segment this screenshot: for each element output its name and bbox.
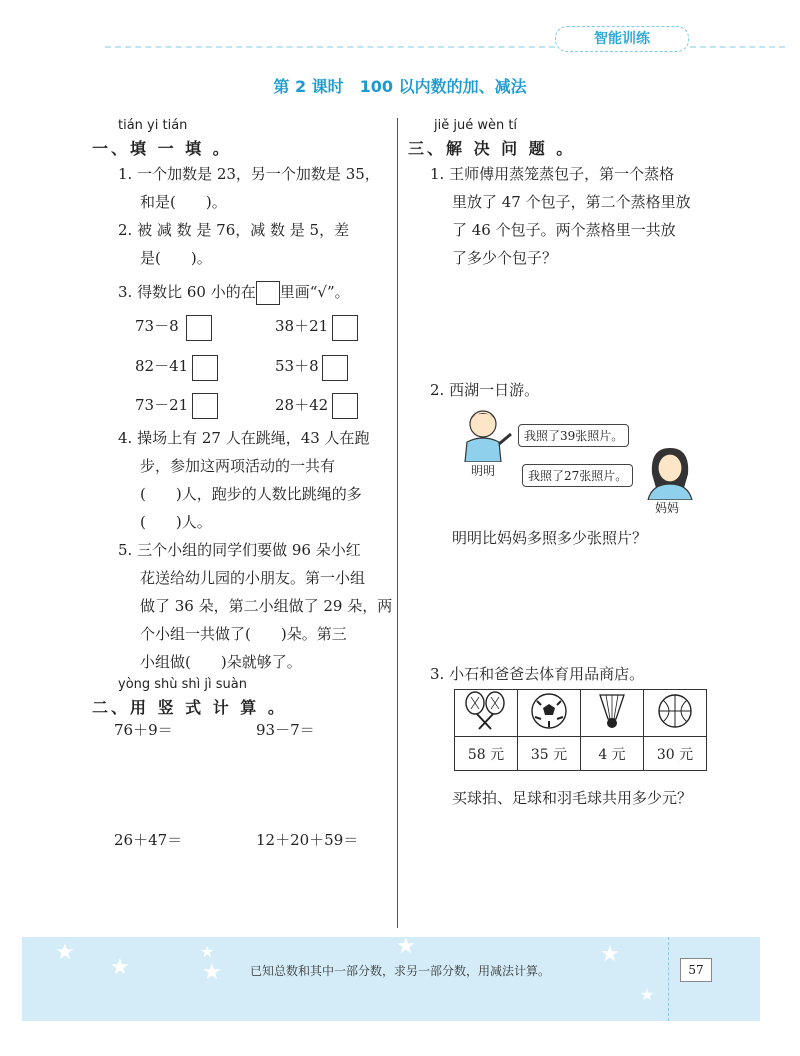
calc-3: 26＋47＝: [114, 831, 183, 849]
page-title: 第 2 课时 100 以内数的加、减法: [273, 77, 527, 96]
expr-1: 73－8: [135, 317, 179, 335]
section2-pinyin: yòng shù shì jì suàn: [118, 677, 247, 692]
star-icon: ★: [200, 942, 215, 961]
price-cell: 4 元: [581, 737, 644, 771]
column-divider: [397, 118, 398, 928]
star-icon: ★: [110, 955, 130, 980]
expr-2: 38＋21: [275, 317, 329, 335]
q4-line3: ( )人，跑步的人数比跳绳的多: [140, 485, 362, 503]
speech-bubble-2: 我照了27张照片。: [522, 464, 633, 487]
q5-line2: 花送给幼儿园的小朋友。第一小组: [140, 569, 366, 587]
p1-line2: 里放了 47 个包子，第二个蒸格里放: [452, 193, 691, 211]
answer-box[interactable]: [192, 355, 218, 381]
q4-line4: ( )人。: [140, 513, 212, 531]
p1-line4: 了多少个包子？: [452, 249, 558, 267]
item-football: [518, 690, 581, 737]
item-basketball: [644, 690, 707, 737]
answer-box[interactable]: [332, 393, 358, 419]
q3-before: 3. 得数比 60 小的在: [118, 283, 256, 301]
answer-box[interactable]: [256, 281, 280, 305]
header-divider-right: [690, 46, 785, 48]
expr-6: 28＋42: [275, 396, 329, 414]
footer-band: [22, 937, 760, 1021]
p3-title: 3. 小石和爸爸去体育用品商店。: [430, 665, 645, 683]
answer-box[interactable]: [192, 393, 218, 419]
item-rackets: [455, 690, 518, 737]
football-icon: [529, 691, 569, 731]
section1-pinyin: tián yi tián: [118, 118, 188, 133]
calc-1: 76＋9＝: [114, 721, 173, 739]
answer-box[interactable]: [186, 315, 212, 341]
q4-line1: 4. 操场上有 27 人在跳绳，43 人在跑: [118, 429, 370, 447]
p1-line3: 了 46 个包子。两个蒸格里一共放: [452, 221, 676, 239]
q1-line1: 1. 一个加数是 23，另一个加数是 35，: [118, 165, 380, 183]
section2-heading: 二、用 竖 式 计 算 。: [92, 698, 287, 717]
price-table: [454, 689, 707, 771]
section3-heading: 三、解 决 问 题 。: [408, 139, 576, 158]
page-number: 57: [680, 958, 712, 982]
name-mingming: 明明: [471, 464, 496, 478]
calc-4: 12＋20＋59＝: [256, 831, 359, 849]
q5-line1: 5. 三个小组的同学们要做 96 朵小红: [118, 541, 361, 559]
q5-line4: 个小组一共做了( )朵。第三: [140, 625, 347, 643]
star-icon: ★: [55, 940, 75, 965]
price-cell: 35 元: [518, 737, 581, 771]
footer-divider: [668, 937, 669, 1021]
answer-box[interactable]: [322, 355, 348, 381]
star-icon: ★: [202, 960, 222, 985]
q3-after: 里画“√”。: [279, 283, 350, 301]
price-cell: 30 元: [644, 737, 707, 771]
q3-line: [118, 278, 350, 307]
p2-title: 2. 西湖一日游。: [430, 381, 540, 399]
section1-heading: 一、填 一 填 。: [92, 139, 232, 158]
boy-illustration: [455, 404, 515, 462]
q1-line2: 和是( )。: [140, 193, 227, 211]
star-icon: ★: [640, 985, 655, 1004]
mom-illustration: [642, 444, 697, 500]
calc-2: 93－7＝: [256, 721, 315, 739]
section3-pinyin: jiě jué wèn tí: [434, 118, 518, 133]
answer-box[interactable]: [332, 315, 358, 341]
q4-line2: 步，参加这两项活动的一共有: [140, 457, 336, 475]
expr-4: 53＋8: [275, 357, 319, 375]
expr-3: 82－41: [135, 357, 189, 375]
item-shuttlecock: [581, 690, 644, 737]
star-icon: ★: [396, 934, 416, 959]
p3-question: 买球拍、足球和羽毛球共用多少元？: [452, 789, 693, 807]
name-mama: 妈妈: [655, 501, 680, 515]
header-divider: [105, 46, 555, 48]
expr-5: 73－21: [135, 396, 189, 414]
price-cell: 58 元: [455, 737, 518, 771]
q2-line1: 2. 被 减 数 是 76，减 数 是 5，差: [118, 221, 350, 239]
speech-bubble-1: 我照了39张照片。: [518, 424, 629, 447]
shuttlecock-icon: [592, 691, 632, 731]
brand-label: 智能训练: [555, 26, 689, 52]
badminton-racket-icon: [459, 691, 513, 731]
star-icon: ★: [600, 942, 620, 967]
q5-line3: 做了 36 朵，第二小组做了 29 朵，两: [140, 597, 393, 615]
p1-line1: 1. 王师傅用蒸笼蒸包子，第一个蒸格: [430, 165, 675, 183]
basketball-icon: [655, 691, 695, 731]
q2-line2: 是( )。: [140, 249, 212, 267]
q5-line5: 小组做( )朵就够了。: [140, 653, 302, 671]
p2-question: 明明比妈妈多照多少张照片？: [452, 529, 648, 547]
footer-tip: 已知总数和其中一部分数，求另一部分数，用减法计算。: [249, 964, 550, 978]
